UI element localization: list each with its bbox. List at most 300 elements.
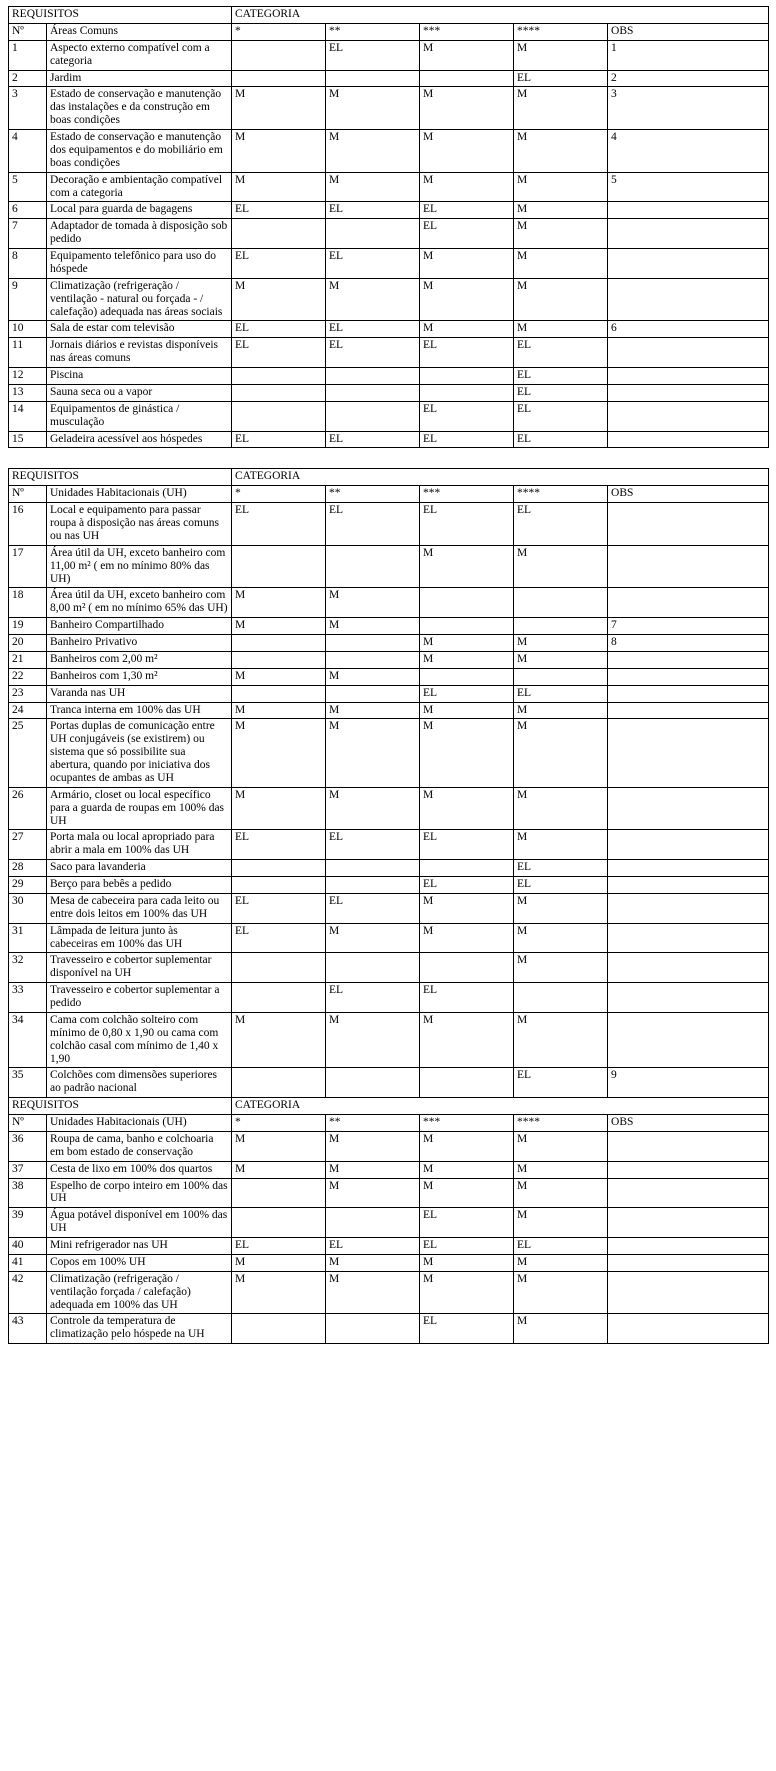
row-num: 31: [9, 923, 47, 953]
column-star-4: ****: [514, 486, 608, 503]
row-desc: Banheiros com 1,30 m²: [47, 668, 232, 685]
row-c1: M: [232, 1131, 326, 1161]
row-c3: EL: [420, 877, 514, 894]
row-c1: [232, 40, 326, 70]
row-c3: [420, 618, 514, 635]
row-c1: EL: [232, 503, 326, 546]
row-num: 3: [9, 87, 47, 130]
row-c2: [326, 384, 420, 401]
table-row: [9, 719, 769, 787]
row-c3: M: [420, 172, 514, 202]
row-c1: EL: [232, 893, 326, 923]
table-row: [9, 1314, 769, 1344]
requirements-table-areas-comuns: [8, 6, 769, 448]
table-row: [9, 1208, 769, 1238]
row-c4: EL: [514, 685, 608, 702]
row-c2: M: [326, 923, 420, 953]
row-c2: M: [326, 618, 420, 635]
row-obs: 9: [608, 1068, 769, 1098]
table-row: [9, 70, 769, 87]
row-c3: [420, 668, 514, 685]
table-row: [9, 1068, 769, 1098]
row-c1: M: [232, 87, 326, 130]
row-c2: M: [326, 1271, 420, 1314]
row-num: 37: [9, 1161, 47, 1178]
row-desc: Estado de conservação e manutenção dos equipamentos e do mobiliário em boas condições: [47, 130, 232, 173]
row-desc: Controle da temperatura de climatização pelo hóspede na UH: [47, 1314, 232, 1344]
row-c4: M: [514, 321, 608, 338]
row-c4: M: [514, 893, 608, 923]
row-c1: EL: [232, 202, 326, 219]
row-obs: [608, 1161, 769, 1178]
row-num: 30: [9, 893, 47, 923]
row-desc: Espelho de corpo inteiro em 100% das UH: [47, 1178, 232, 1208]
row-obs: [608, 202, 769, 219]
column-star-4: ****: [514, 23, 608, 40]
row-num: 25: [9, 719, 47, 787]
row-c4: M: [514, 1012, 608, 1068]
table-row: [9, 172, 769, 202]
row-c3: M: [420, 1271, 514, 1314]
row-c3: M: [420, 635, 514, 652]
row-obs: [608, 668, 769, 685]
row-num: 9: [9, 278, 47, 321]
row-desc: Cama com colchão solteiro com mínimo de 0,80 x 1,90 ou cama com colchão casal com mínimo de 1,40 x 1,90: [47, 1012, 232, 1068]
row-c4: M: [514, 651, 608, 668]
row-c4: M: [514, 202, 608, 219]
row-desc: Colchões com dimensões superiores ao padrão nacional: [47, 1068, 232, 1098]
row-c4: M: [514, 172, 608, 202]
row-c3: M: [420, 1131, 514, 1161]
row-c2: EL: [326, 1238, 420, 1255]
row-obs: 3: [608, 87, 769, 130]
row-c4: M: [514, 923, 608, 953]
row-c4: M: [514, 953, 608, 983]
row-obs: [608, 384, 769, 401]
row-c3: M: [420, 893, 514, 923]
row-c2: EL: [326, 40, 420, 70]
table-row: [9, 860, 769, 877]
row-c2: EL: [326, 202, 420, 219]
table-column-row: [9, 23, 769, 40]
row-obs: [608, 401, 769, 431]
row-c3: M: [420, 87, 514, 130]
row-c4: M: [514, 1208, 608, 1238]
row-obs: [608, 923, 769, 953]
row-c3: M: [420, 545, 514, 588]
row-c3: EL: [420, 1238, 514, 1255]
row-obs: [608, 719, 769, 787]
row-c3: EL: [420, 219, 514, 249]
requirements-table-uh-part1: [8, 468, 769, 1344]
row-c1: M: [232, 1271, 326, 1314]
table-row: [9, 384, 769, 401]
row-c2: EL: [326, 503, 420, 546]
row-c1: M: [232, 668, 326, 685]
table-row: [9, 651, 769, 668]
row-obs: [608, 431, 769, 448]
row-desc: Local e equipamento para passar roupa à disposição nas áreas comuns ou nas UH: [47, 503, 232, 546]
row-desc: Equipamento telefônico para uso do hóspede: [47, 249, 232, 279]
table-row: [9, 635, 769, 652]
row-obs: [608, 1178, 769, 1208]
row-c1: M: [232, 172, 326, 202]
row-obs: [608, 787, 769, 830]
table-row: [9, 130, 769, 173]
row-c4: M: [514, 1161, 608, 1178]
row-num: 7: [9, 219, 47, 249]
row-desc: Sauna seca ou a vapor: [47, 384, 232, 401]
column-star-2: **: [326, 486, 420, 503]
row-c4: EL: [514, 70, 608, 87]
row-obs: [608, 651, 769, 668]
row-c1: M: [232, 1161, 326, 1178]
column-star-1: *: [232, 23, 326, 40]
table-row: [9, 219, 769, 249]
row-desc: Copos em 100% UH: [47, 1254, 232, 1271]
row-c2: M: [326, 87, 420, 130]
row-num: 23: [9, 685, 47, 702]
table-row: [9, 338, 769, 368]
row-c3: M: [420, 923, 514, 953]
row-num: 10: [9, 321, 47, 338]
row-desc: Local para guarda de bagagens: [47, 202, 232, 219]
row-num: 43: [9, 1314, 47, 1344]
row-c1: EL: [232, 1238, 326, 1255]
row-c3: M: [420, 278, 514, 321]
row-obs: [608, 685, 769, 702]
row-c1: [232, 877, 326, 894]
row-c1: [232, 1178, 326, 1208]
row-desc: Saco para lavanderia: [47, 860, 232, 877]
row-c3: [420, 368, 514, 385]
row-c3: M: [420, 249, 514, 279]
row-c1: [232, 219, 326, 249]
row-num: 5: [9, 172, 47, 202]
row-c1: [232, 401, 326, 431]
row-desc: Mini refrigerador nas UH: [47, 1238, 232, 1255]
row-num: 1: [9, 40, 47, 70]
row-c3: M: [420, 702, 514, 719]
row-num: 14: [9, 401, 47, 431]
row-num: 4: [9, 130, 47, 173]
row-c4: M: [514, 87, 608, 130]
row-num: 26: [9, 787, 47, 830]
header-requisitos: REQUISITOS: [9, 1098, 232, 1115]
row-c1: EL: [232, 338, 326, 368]
row-c1: M: [232, 1254, 326, 1271]
row-c3: M: [420, 1254, 514, 1271]
column-desc: Unidades Habitacionais (UH): [47, 1115, 232, 1132]
row-obs: [608, 588, 769, 618]
row-desc: Jardim: [47, 70, 232, 87]
row-c4: EL: [514, 338, 608, 368]
row-obs: [608, 1012, 769, 1068]
row-c3: EL: [420, 338, 514, 368]
row-c4: M: [514, 40, 608, 70]
row-c2: [326, 685, 420, 702]
column-star-1: *: [232, 1115, 326, 1132]
row-desc: Mesa de cabeceira para cada leito ou entre dois leitos em 100% das UH: [47, 893, 232, 923]
row-desc: Lâmpada de leitura junto às cabeceiras em 100% das UH: [47, 923, 232, 953]
row-c1: M: [232, 719, 326, 787]
table-row: [9, 668, 769, 685]
row-c2: EL: [326, 321, 420, 338]
row-c2: [326, 545, 420, 588]
table-row: [9, 368, 769, 385]
row-c2: M: [326, 787, 420, 830]
row-desc: Sala de estar com televisão: [47, 321, 232, 338]
row-obs: [608, 1208, 769, 1238]
row-num: 40: [9, 1238, 47, 1255]
row-c3: [420, 384, 514, 401]
row-desc: Berço para bebês a pedido: [47, 877, 232, 894]
row-c4: M: [514, 719, 608, 787]
table-row: [9, 1271, 769, 1314]
row-c1: [232, 651, 326, 668]
column-num: Nº: [9, 486, 47, 503]
row-desc: Climatização (refrigeração / ventilação forçada / calefação) adequada em 100% das UH: [47, 1271, 232, 1314]
row-c1: [232, 685, 326, 702]
row-c3: M: [420, 1161, 514, 1178]
row-c1: [232, 983, 326, 1013]
row-desc: Banheiros com 2,00 m²: [47, 651, 232, 668]
table-row: [9, 1178, 769, 1208]
row-obs: 2: [608, 70, 769, 87]
table-header-row: [9, 7, 769, 24]
column-star-1: *: [232, 486, 326, 503]
column-obs: OBS: [608, 1115, 769, 1132]
row-desc: Banheiro Privativo: [47, 635, 232, 652]
table-row: [9, 40, 769, 70]
row-c4: M: [514, 635, 608, 652]
row-c4: M: [514, 219, 608, 249]
table-row: [9, 787, 769, 830]
table-row: [9, 1238, 769, 1255]
row-c4: M: [514, 1271, 608, 1314]
row-c1: EL: [232, 431, 326, 448]
table-row: [9, 702, 769, 719]
row-c4: M: [514, 830, 608, 860]
row-c1: M: [232, 130, 326, 173]
table-row: [9, 588, 769, 618]
row-desc: Roupa de cama, banho e colchoaria em bom estado de conservação: [47, 1131, 232, 1161]
row-c2: [326, 877, 420, 894]
row-c1: M: [232, 588, 326, 618]
row-c4: M: [514, 787, 608, 830]
row-obs: [608, 368, 769, 385]
row-obs: [608, 249, 769, 279]
row-c1: EL: [232, 321, 326, 338]
table-header-row: [9, 1098, 769, 1115]
row-c4: EL: [514, 384, 608, 401]
row-obs: [608, 1271, 769, 1314]
row-obs: 6: [608, 321, 769, 338]
column-num: Nº: [9, 1115, 47, 1132]
row-num: 16: [9, 503, 47, 546]
row-c2: M: [326, 130, 420, 173]
column-star-3: ***: [420, 1115, 514, 1132]
row-obs: 4: [608, 130, 769, 173]
row-num: 32: [9, 953, 47, 983]
table-row: [9, 401, 769, 431]
row-obs: [608, 953, 769, 983]
table-row: [9, 545, 769, 588]
row-c4: M: [514, 545, 608, 588]
row-desc: Área útil da UH, exceto banheiro com 8,00 m² ( em no mínimo 65% das UH): [47, 588, 232, 618]
table-row: [9, 618, 769, 635]
table-row: [9, 1131, 769, 1161]
row-c4: EL: [514, 431, 608, 448]
table-row: [9, 202, 769, 219]
row-desc: Decoração e ambientação compatível com a categoria: [47, 172, 232, 202]
row-c4: M: [514, 702, 608, 719]
table-row: [9, 87, 769, 130]
row-obs: [608, 877, 769, 894]
row-c2: M: [326, 702, 420, 719]
row-num: 6: [9, 202, 47, 219]
row-c2: [326, 860, 420, 877]
row-desc: Banheiro Compartilhado: [47, 618, 232, 635]
row-num: 38: [9, 1178, 47, 1208]
row-obs: 7: [608, 618, 769, 635]
row-c4: [514, 588, 608, 618]
row-obs: 1: [608, 40, 769, 70]
row-obs: [608, 702, 769, 719]
row-c4: EL: [514, 1238, 608, 1255]
row-c1: [232, 860, 326, 877]
row-c3: EL: [420, 830, 514, 860]
row-c3: EL: [420, 503, 514, 546]
row-c2: EL: [326, 983, 420, 1013]
row-c4: [514, 618, 608, 635]
table-row: [9, 893, 769, 923]
row-c4: [514, 983, 608, 1013]
row-obs: [608, 278, 769, 321]
row-c2: M: [326, 668, 420, 685]
row-c2: M: [326, 1178, 420, 1208]
row-c3: EL: [420, 401, 514, 431]
row-desc: Armário, closet ou local específico para a guarda de roupas em 100% das UH: [47, 787, 232, 830]
row-c3: EL: [420, 1208, 514, 1238]
row-c2: EL: [326, 249, 420, 279]
row-c4: M: [514, 249, 608, 279]
row-c3: M: [420, 1178, 514, 1208]
row-c3: M: [420, 321, 514, 338]
row-c2: [326, 651, 420, 668]
table-header-row: [9, 469, 769, 486]
row-c3: [420, 70, 514, 87]
row-c4: M: [514, 1178, 608, 1208]
row-c2: [326, 368, 420, 385]
row-c3: EL: [420, 431, 514, 448]
row-c3: [420, 860, 514, 877]
table-row: [9, 685, 769, 702]
row-c3: EL: [420, 983, 514, 1013]
table-column-row: [9, 486, 769, 503]
row-num: 11: [9, 338, 47, 368]
table-row: [9, 830, 769, 860]
row-c3: [420, 1068, 514, 1098]
row-obs: [608, 893, 769, 923]
row-c1: [232, 635, 326, 652]
row-c2: EL: [326, 431, 420, 448]
header-categoria: CATEGORIA: [232, 469, 769, 486]
row-c1: M: [232, 618, 326, 635]
row-c1: [232, 1068, 326, 1098]
row-num: 19: [9, 618, 47, 635]
row-desc: Porta mala ou local apropriado para abrir a mala em 100% das UH: [47, 830, 232, 860]
row-obs: [608, 1238, 769, 1255]
row-desc: Geladeira acessível aos hóspedes: [47, 431, 232, 448]
row-num: 35: [9, 1068, 47, 1098]
row-desc: Varanda nas UH: [47, 685, 232, 702]
column-obs: OBS: [608, 486, 769, 503]
row-obs: [608, 545, 769, 588]
row-c3: M: [420, 719, 514, 787]
row-desc: Portas duplas de comunicação entre UH conjugáveis (se existirem) ou sistema que só possibilite sua abertura, quando por iniciativa dos ocupantes de ambas as UH: [47, 719, 232, 787]
row-desc: Área útil da UH, exceto banheiro com 11,00 m² ( em no mínimo 80% das UH): [47, 545, 232, 588]
table-row: [9, 1012, 769, 1068]
row-num: 8: [9, 249, 47, 279]
row-num: 34: [9, 1012, 47, 1068]
row-obs: 8: [608, 635, 769, 652]
row-obs: [608, 338, 769, 368]
row-obs: [608, 860, 769, 877]
table-row: [9, 953, 769, 983]
row-obs: [608, 219, 769, 249]
column-star-2: **: [326, 1115, 420, 1132]
row-c2: [326, 401, 420, 431]
row-num: 22: [9, 668, 47, 685]
row-c2: [326, 70, 420, 87]
row-c3: M: [420, 651, 514, 668]
row-c2: M: [326, 588, 420, 618]
table-row: [9, 923, 769, 953]
row-obs: 5: [608, 172, 769, 202]
column-desc: Áreas Comuns: [47, 23, 232, 40]
row-num: 39: [9, 1208, 47, 1238]
row-num: 21: [9, 651, 47, 668]
row-num: 29: [9, 877, 47, 894]
row-c2: M: [326, 1012, 420, 1068]
column-star-2: **: [326, 23, 420, 40]
column-star-3: ***: [420, 486, 514, 503]
row-c4: EL: [514, 1068, 608, 1098]
table-row: [9, 877, 769, 894]
row-num: 18: [9, 588, 47, 618]
table-row: [9, 503, 769, 546]
row-num: 41: [9, 1254, 47, 1271]
row-c3: EL: [420, 1314, 514, 1344]
row-desc: Climatização (refrigeração / ventilação - natural ou forçada - / calefação) adequada nas áreas sociais: [47, 278, 232, 321]
table-row: [9, 1254, 769, 1271]
row-c4: M: [514, 1314, 608, 1344]
row-c1: M: [232, 702, 326, 719]
row-num: 24: [9, 702, 47, 719]
row-c2: EL: [326, 893, 420, 923]
row-c1: M: [232, 787, 326, 830]
row-c2: M: [326, 1254, 420, 1271]
row-c3: EL: [420, 202, 514, 219]
row-c2: [326, 1208, 420, 1238]
row-c2: M: [326, 172, 420, 202]
row-desc: Estado de conservação e manutenção das instalações e da construção em boas condições: [47, 87, 232, 130]
row-num: 33: [9, 983, 47, 1013]
row-obs: [608, 830, 769, 860]
row-c1: [232, 384, 326, 401]
row-num: 2: [9, 70, 47, 87]
